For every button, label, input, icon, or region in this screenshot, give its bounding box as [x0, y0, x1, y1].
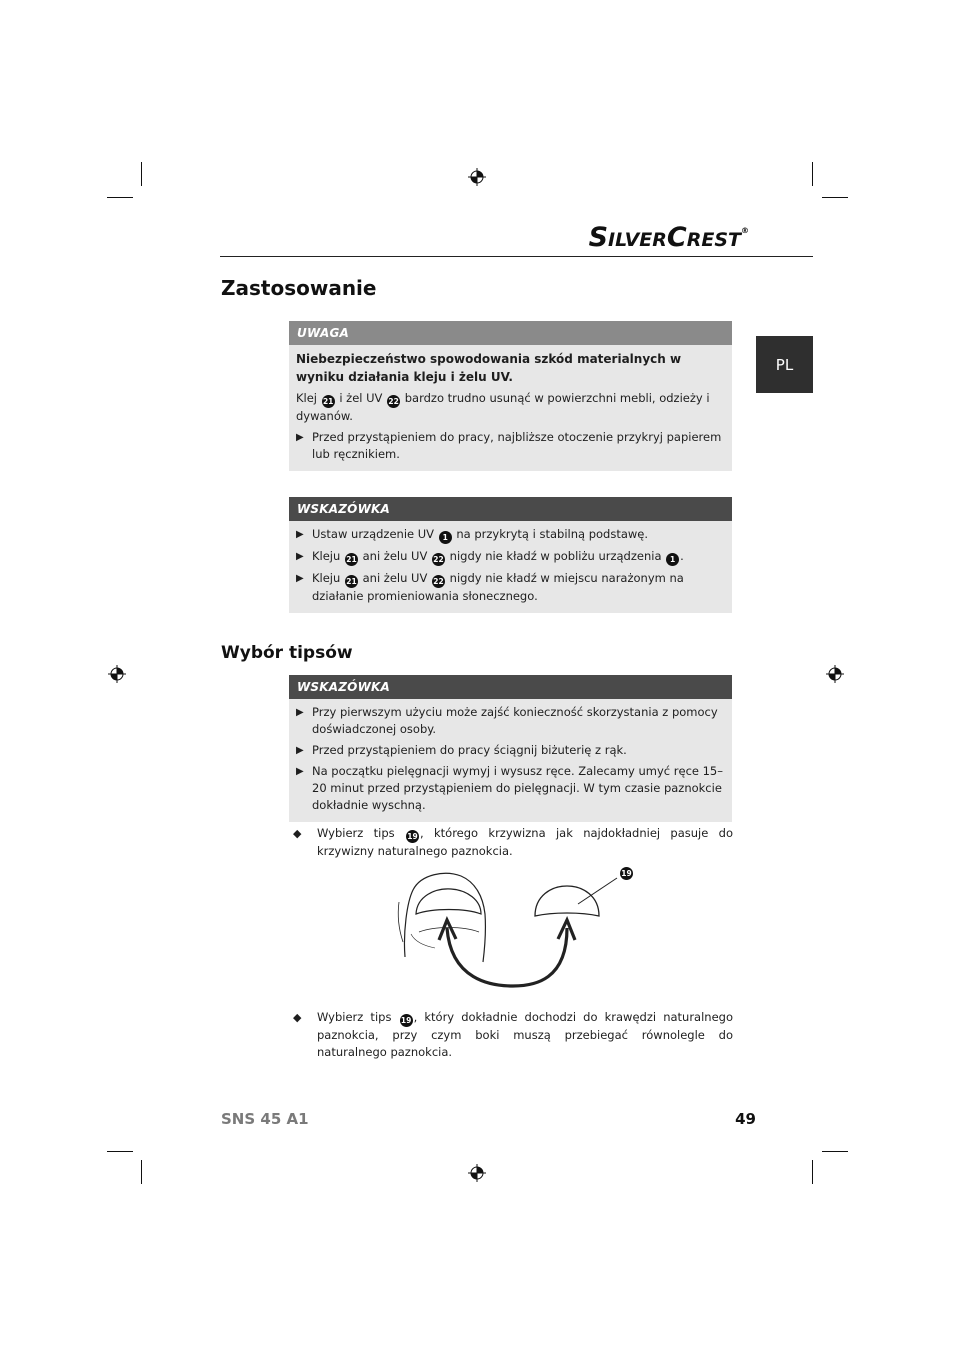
model-number: SNS 45 A1 [221, 1110, 309, 1128]
text-span: , który dokładnie dochodzi do krawędzi naturalnego paznokcia, przy czym boki muszą przebiegać równolegle do naturalnego paznokcia. [317, 1010, 733, 1059]
finger-contour [398, 902, 403, 942]
brand-letters: ILVER [608, 229, 667, 251]
list-item-text [312, 548, 724, 566]
arrow-bullet-icon: ▶ [296, 529, 304, 540]
part-number-badge: 1 [439, 531, 452, 544]
text-span: Kleju [312, 571, 341, 585]
part-number-badge: 21 [322, 397, 334, 406]
registered-mark: ® [741, 226, 749, 235]
crop-mark [812, 162, 813, 186]
list-item-text: Na początku pielęgnacji wymyj i wysusz ręce. Zalecamy umyć ręce 15–20 minut przed przystąpieniem do pielęgnacji. W tym czasie paznokcie dokładnie wyschną. [312, 764, 724, 812]
caution-box [289, 321, 732, 471]
arrow-bullet-icon: ▶ [296, 573, 304, 584]
curved-arrow [447, 928, 567, 986]
arrow-bullet-icon: ▶ [296, 707, 304, 718]
part-number-badge: 22 [433, 577, 444, 586]
part-number-badge: 19 [400, 1016, 412, 1025]
part-number-badge: 1 [666, 553, 679, 566]
part-number-badge: 22 [388, 397, 399, 406]
nail-tip-illustration [395, 862, 645, 992]
note-box-heading: WSKAZÓWKA [289, 675, 732, 699]
text-span: nigdy nie kładź w miejscu narażonym na działanie promieniowania słonecznego. [312, 571, 684, 603]
registration-mark-icon [468, 1164, 486, 1182]
crop-mark [107, 1151, 133, 1152]
diamond-bullet-icon: ◆ [293, 1011, 302, 1024]
list-item [296, 526, 724, 544]
list-item [296, 429, 724, 463]
text-span: , którego krzywizna jak najdokładniej pasuje do krzywizny naturalnego paznokcia. [317, 826, 734, 858]
text-span: Kleju [312, 549, 341, 563]
text-span: nigdy nie kładź w pobliżu urządzenia [449, 549, 662, 563]
crop-mark [141, 162, 142, 186]
arrow-bullet-icon: ▶ [296, 745, 304, 756]
nail-base-line [419, 928, 479, 933]
list-item [296, 742, 724, 759]
text-span: bardzo trudno usunąć w powierzchni mebli, odzieży i dywanów. [296, 391, 710, 423]
registration-mark-icon [826, 665, 844, 683]
step-item [293, 1009, 733, 1061]
section-title: Wybór tipsów [221, 643, 353, 663]
brand-logo [589, 222, 749, 253]
list-item-text: Przy pierwszym użyciu może zajść konieczność skorzystania z pomocy doświadczonej osoby. [312, 705, 718, 736]
section-title: Zastosowanie [221, 276, 377, 300]
text-span: . [680, 549, 684, 563]
arrow-bullet-icon: ▶ [296, 551, 304, 562]
registration-mark-icon [108, 665, 126, 683]
crop-mark [812, 1160, 813, 1184]
arrow-bullet-icon: ▶ [296, 432, 304, 443]
crop-mark [107, 197, 133, 198]
text-span: Wybierz tips [317, 1010, 392, 1024]
part-number-badge: 21 [346, 577, 357, 586]
list-item-text: Przed przystąpieniem do pracy ściągnij biżuterię z rąk. [312, 743, 627, 757]
text-span: Ustaw urządzenie UV [312, 527, 435, 541]
list-item [296, 570, 724, 605]
list-item [296, 763, 724, 814]
warning-text [296, 390, 724, 425]
arrow-bullet-icon: ▶ [296, 766, 304, 777]
nail-tip [535, 886, 599, 916]
language-tab: PL [756, 336, 813, 393]
crop-mark [822, 1151, 848, 1152]
natural-nail [416, 889, 481, 914]
registration-mark-icon [468, 168, 486, 186]
list-item-text [312, 526, 724, 544]
warning-title: Niebezpieczeństwo spowodowania szkód materialnych w wyniku działania kleju i żelu UV. [296, 352, 682, 384]
list-item [296, 548, 724, 566]
finger-outline [404, 873, 485, 962]
part-number-badge: 21 [346, 555, 357, 564]
brand-letter: S [588, 222, 609, 253]
step-text [317, 825, 733, 860]
note-box [289, 675, 732, 822]
list-item [296, 704, 724, 738]
brand-letter: C [666, 222, 687, 253]
header-rule [220, 256, 813, 257]
brand-letters: REST [686, 229, 741, 251]
note-box-heading: WSKAZÓWKA [289, 497, 732, 521]
text-span: ani żelu UV [362, 549, 428, 563]
part-number-badge: 22 [433, 555, 444, 564]
diamond-bullet-icon: ◆ [293, 827, 302, 840]
text-span: na przykrytą i stabilną podstawę. [456, 527, 649, 541]
text-span: Wybierz tips [317, 826, 395, 840]
list-item-text [312, 570, 724, 605]
figure-callout-badge: 19 [621, 869, 632, 878]
crop-mark [141, 1160, 142, 1184]
step-item [293, 825, 733, 860]
text-span: Klej [296, 391, 318, 405]
page-number: 49 [735, 1110, 756, 1128]
crop-mark [822, 197, 848, 198]
note-box [289, 497, 732, 613]
list-item-text: Przed przystąpieniem do pracy, najbliższe otoczenie przykryj papierem lub ręcznikiem. [312, 430, 722, 461]
part-number-badge: 19 [407, 832, 418, 841]
finger-contour [411, 934, 435, 948]
caution-box-heading: UWAGA [289, 321, 732, 345]
text-span: ani żelu UV [362, 571, 428, 585]
step-text [317, 1009, 733, 1061]
text-span: i żel UV [339, 391, 383, 405]
